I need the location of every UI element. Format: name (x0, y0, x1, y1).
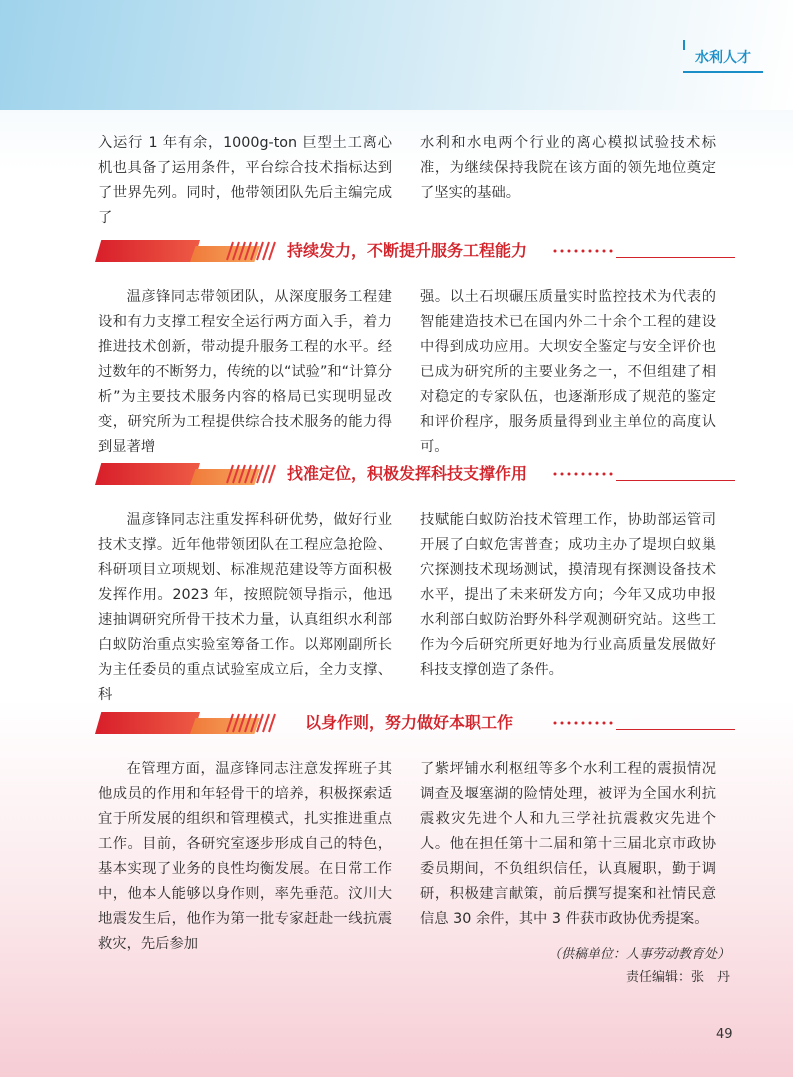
section-banner (95, 709, 735, 737)
section-title: 持续发力，不断提升服务工程能力 (287, 241, 528, 260)
section2-left-column (98, 508, 392, 708)
section-banner (95, 237, 735, 265)
paragraph: 温彦锋同志注重发挥科研优势，做好行业技术支撑。近年他带领团队在工程应急抢险、科研项目立项规划、标准规范建设等方面积极发挥作用。2023 年，按照院领导指示，他迅速抽调研究所骨干技术力量，认真组织水利部白蚁防治重点实验室筹备工作。以郑刚副所长为主任委员的重点试验室成立后，全力支撑、科 (98, 512, 392, 703)
section3-left-column (98, 757, 392, 957)
banner-red-bar (95, 712, 200, 734)
stripes-decoration (223, 240, 283, 262)
paragraph: 在管理方面，温彦锋同志注意发挥班子其他成员的作用和年轻骨干的培养，积极探索适宜于所发展的组织和管理模式，扎实推进重点工作。目前，各研究室逐步形成自己的特色，基本实现了业务的良性均衡发展。在日常工作中，他本人能够以身作则，率先垂范。汶川大地震发生后，他作为第一批专家赶赴一线抗震救灾，先后参加 (98, 761, 392, 952)
dots-decoration (552, 245, 616, 257)
banner-line (616, 480, 735, 481)
section-banner (95, 460, 735, 488)
section3-right-column (420, 757, 716, 932)
banner-line (616, 257, 735, 258)
paragraph: 了紫坪铺水利枢纽等多个水利工程的震损情况调查及堰塞湖的险情处理，被评为全国水利抗震救灾先进个人和九三学社抗震救灾先进个人。他在担任第十二届和第十三届北京市政协委员期间，不负组织信任，认真履职，勤于调研，积极建言献策，前后撰写提案和社情民意信息 30 余件，其中 3 件获市政协优秀提案。 (420, 761, 716, 927)
block1-left-column (98, 131, 392, 231)
page-number: 49 (716, 1027, 733, 1042)
source-credit: （供稿单位：人事劳动教育处） (547, 947, 730, 962)
section1-left-column (98, 285, 392, 460)
editor-credit: 责任编辑：张 丹 (625, 970, 730, 985)
banner-red-bar (95, 240, 200, 262)
section2-right-column (420, 508, 716, 683)
dots-decoration (552, 468, 616, 480)
section-title: 以身作则，努力做好本职工作 (305, 713, 514, 732)
paragraph: 强。以土石坝碾压质量实时监控技术为代表的智能建造技术已在国内外二十余个工程的建设中得到成功应用。大坝安全鉴定与安全评价也已成为研究所的主要业务之一，不但组建了相对稳定的专家队伍，也逐渐形成了规范的鉴定和评价程序，服务质量得到业主单位的高度认可。 (420, 289, 716, 455)
paragraph: 水利和水电两个行业的离心模拟试验技术标准，为继续保持我院在该方面的领先地位奠定了坚实的基础。 (420, 135, 716, 201)
block1-right-column (420, 131, 716, 206)
paragraph: 技赋能白蚁防治技术管理工作，协助部运管司开展了白蚁危害普查；成功主办了堤坝白蚁巢穴探测技术现场测试，摸清现有探测设备技术水平，提出了未来研发方向；今年又成功申报水利部白蚁防治野外科学观测研究站。这些工作为今后研究所更好地为行业高质量发展做好科技支撑创造了条件。 (420, 512, 716, 678)
section-label: 水利人才 (683, 47, 763, 73)
dots-decoration (552, 717, 616, 729)
paragraph: 温彦锋同志带领团队，从深度服务工程建设和有力支撑工程安全运行两方面入手，着力推进技术创新，带动提升服务工程的水平。经过数年的不断努力，传统的以“试验”和“计算分析”为主要技术服务内容的格局已实现明显改变，研究所为工程提供综合技术服务的能力得到显著增 (98, 289, 392, 455)
paragraph: 入运行 1 年有余，1000g-ton 巨型土工离心机也具备了运用条件，平台综合技术指标达到了世界先列。同时，他带领团队先后主编完成了 (98, 135, 392, 226)
section1-right-column (420, 285, 716, 460)
stripes-decoration (223, 712, 283, 734)
section-title: 找准定位，积极发挥科技支撑作用 (287, 464, 528, 483)
banner-red-bar (95, 463, 200, 485)
stripes-decoration (223, 463, 283, 485)
banner-line (616, 729, 735, 730)
header-background (0, 0, 793, 110)
